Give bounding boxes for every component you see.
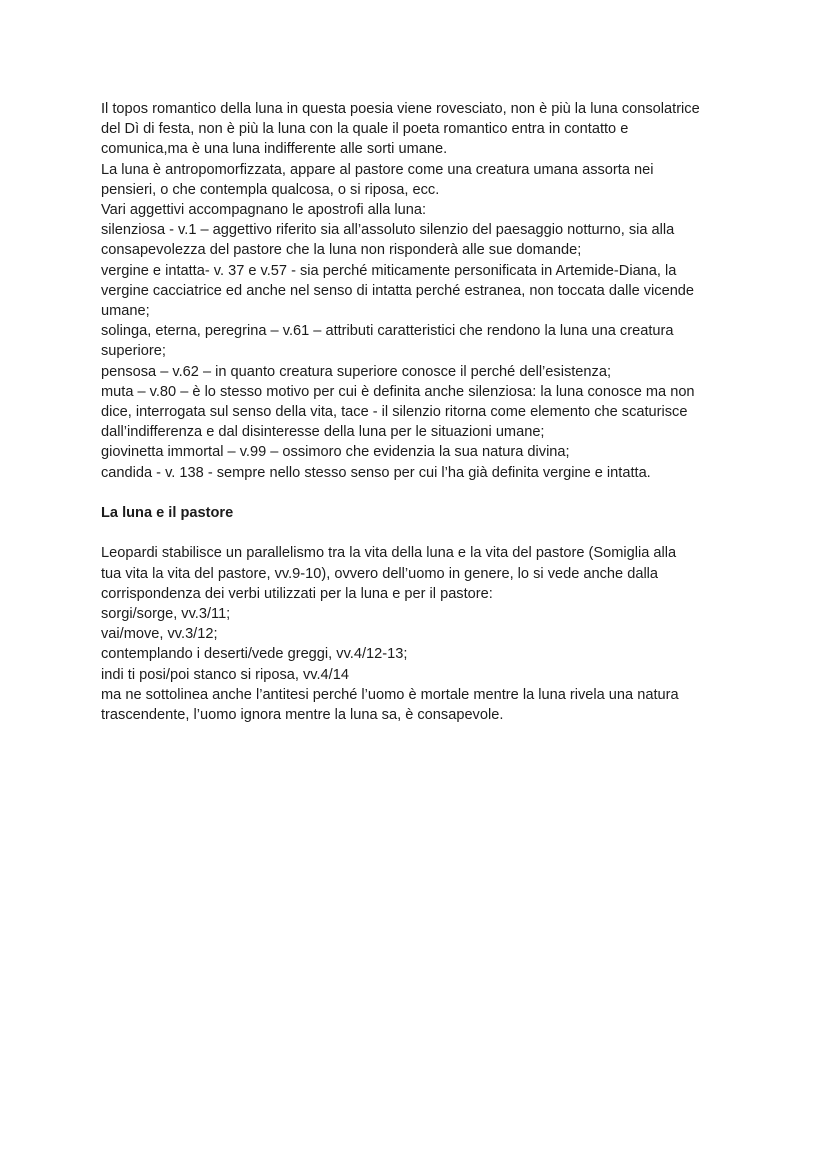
paragraph-line: superiore; (101, 343, 166, 360)
paragraph-line: sorgi/sorge, vv.3/11; (101, 606, 231, 623)
paragraph-line: pensosa – v.62 – in quanto creatura superiore conosce il perché dell’esistenza; (101, 363, 612, 380)
paragraph-line: contemplando i deserti/vede greggi, vv.4/12-13; (101, 646, 408, 663)
section-luna-apostrofi (101, 99, 741, 483)
paragraph-line: pensieri, o che contempla qualcosa, o si riposa, ecc. (101, 181, 440, 198)
paragraph-line: silenziosa - v.1 – aggettivo riferito sia all’assoluto silenzio del paesaggio notturno, sia alla (101, 222, 675, 239)
paragraph-line: La luna è antropomorfizzata, appare al pastore come una creatura umana assorta nei (101, 161, 654, 178)
paragraph-line: muta – v.80 – è lo stesso motivo per cui è definita anche silenziosa: la luna conosce ma non (101, 383, 695, 400)
paragraph-line: vergine e intatta- v. 37 e v.57 - sia perché miticamente personificata in Artemide-Diana, la (101, 262, 677, 279)
paragraph-line: trascendente, l’uomo ignora mentre la luna sa, è consapevole. (101, 707, 504, 724)
paragraph-line: consapevolezza del pastore che la luna non risponderà alle sue domande; (101, 242, 582, 259)
document-body (101, 99, 741, 725)
paragraph-line: del Dì di festa, non è più la luna con la quale il poeta romantico entra in contatto e (101, 121, 629, 138)
paragraph-line: tua vita la vita del pastore, vv.9-10), ovvero dell’uomo in genere, lo si vede anche dalla (101, 565, 659, 582)
paragraph-line: Leopardi stabilisce un parallelismo tra la vita della luna e la vita del pastore (Somiglia alla (101, 545, 677, 562)
paragraph-line: ma ne sottolinea anche l’antitesi perché l’uomo è mortale mentre la luna rivela una natura (101, 686, 679, 703)
paragraph-line: giovinetta immortal – v.99 – ossimoro che evidenzia la sua natura divina; (101, 444, 570, 461)
paragraph-line: comunica,ma è una luna indifferente alle sorti umane. (101, 141, 448, 158)
section-heading: La luna e il pastore (101, 505, 234, 522)
paragraph-line: corrispondenza dei verbi utilizzati per la luna e per il pastore: (101, 585, 493, 602)
paragraph-line: dall’indifferenza e dal disinteresse della luna per le situazioni umane; (101, 424, 545, 441)
paragraph-line: candida - v. 138 - sempre nello stesso senso per cui l’ha già definita vergine e intatta. (101, 464, 651, 481)
paragraph-line: solinga, eterna, peregrina – v.61 – attributi caratteristici che rendono la luna una creatura (101, 323, 674, 340)
paragraph-line: Il topos romantico della luna in questa poesia viene rovesciato, non è più la luna consolatrice (101, 101, 700, 117)
paragraph-line: Vari aggettivi accompagnano le apostrofi alla luna: (101, 202, 427, 219)
paragraph-line: dice, interrogata sul senso della vita, tace - il silenzio ritorna come elemento che scaturisce (101, 404, 688, 421)
section-luna-pastore (101, 543, 741, 725)
paragraph-line: vai/move, vv.3/12; (101, 626, 218, 643)
paragraph-line: indi ti posi/poi stanco si riposa, vv.4/14 (101, 666, 349, 683)
paragraph-line: vergine cacciatrice ed anche nel senso di intatta perché estranea, non toccata dalle vicende (101, 282, 695, 299)
paragraph-line: umane; (101, 303, 150, 320)
